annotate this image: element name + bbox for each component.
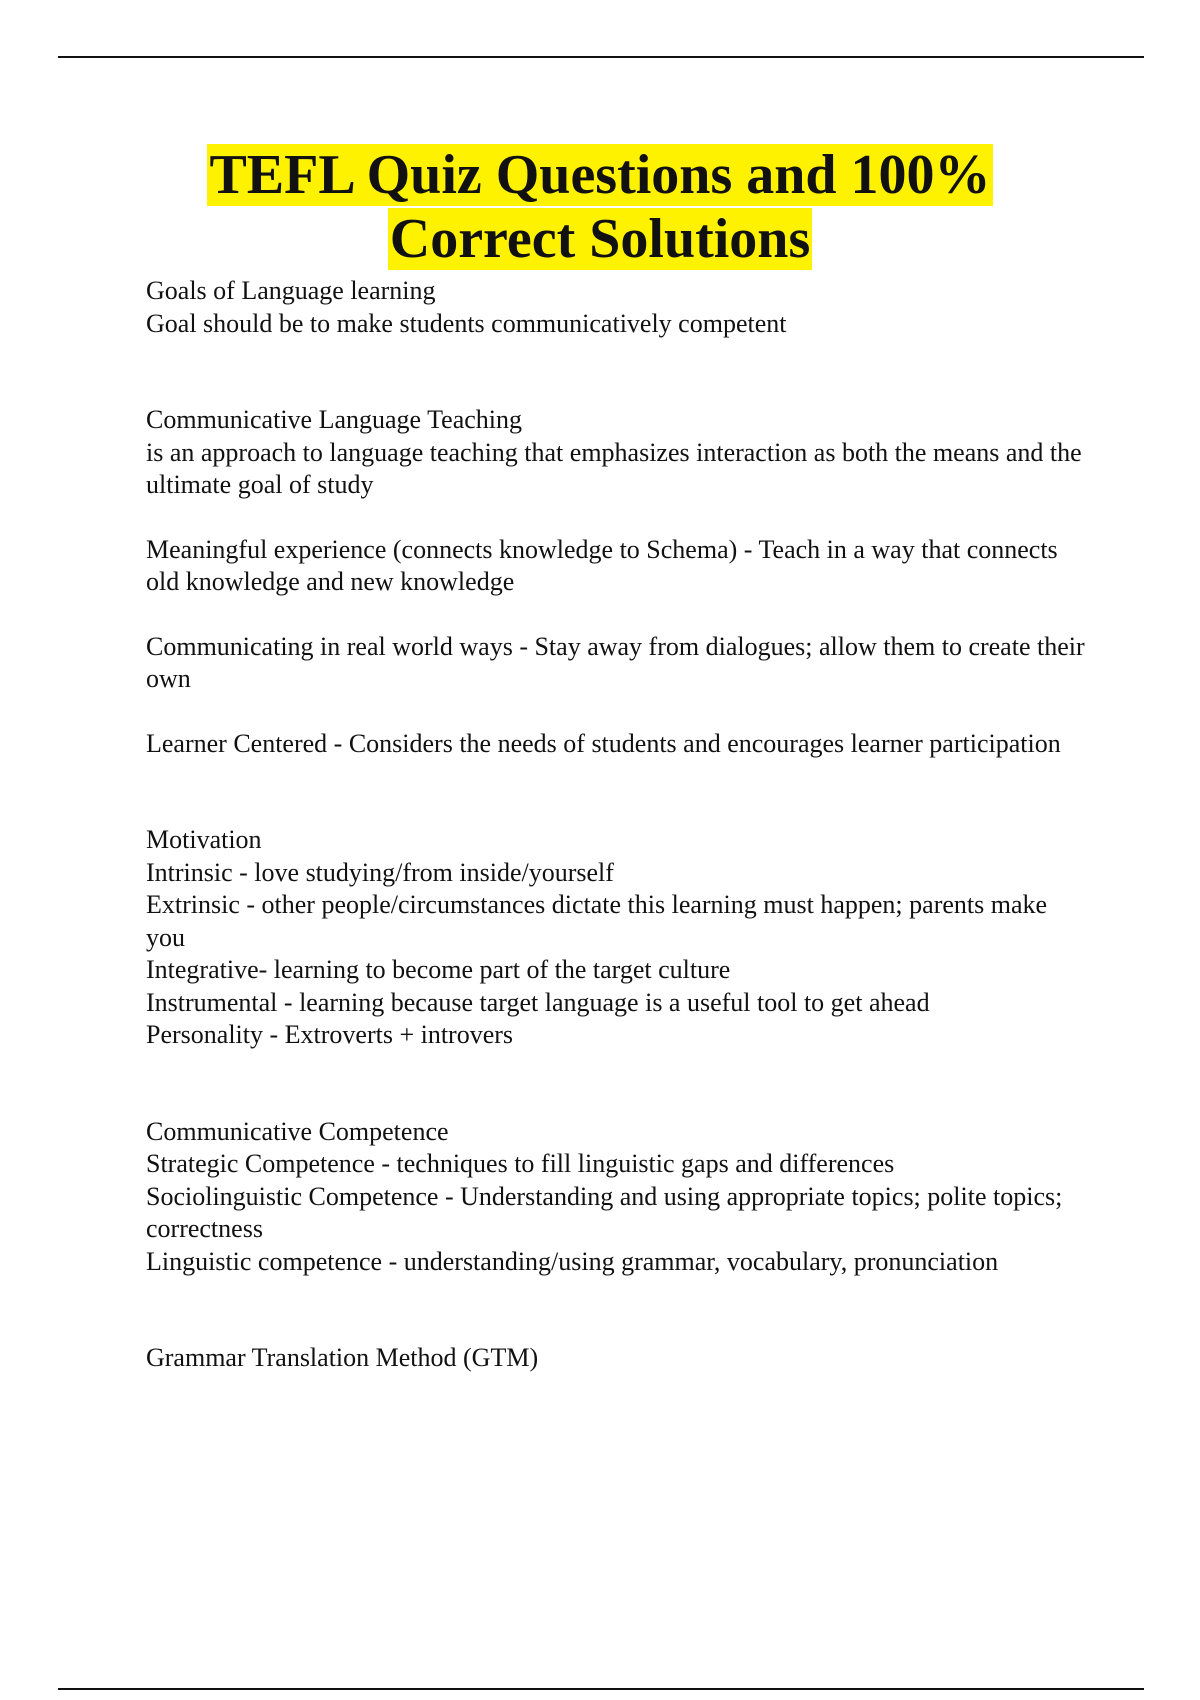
block-learner-centered-text: Learner Centered - Considers the needs of students and encourages learner participation [146,728,1061,758]
block-gtm-heading: Grammar Translation Method (GTM) [146,1343,539,1372]
block-motivation-line: Instrumental - learning because target language is a useful tool to get ahead [146,987,930,1017]
bottom-rule [58,1688,1144,1690]
block-motivation-line: Personality - Extroverts + introvers [146,1020,514,1049]
block-meaningful-experience-text: Meaningful experience (connects knowledge to Schema) - Teach in a way that connects old knowledge and new knowledge [146,534,1058,596]
block-motivation-heading: Motivation [146,825,262,854]
block-goals [146,275,1086,340]
block-communicative-competence-line: Linguistic competence - understanding/using grammar, vocabulary, pronunciation [146,1246,999,1276]
block-communicative-competence-line: Strategic Competence - techniques to fill linguistic gaps and differences [146,1149,895,1178]
block-real-world-text: Communicating in real world ways - Stay away from dialogues; allow them to create their own [146,631,1085,693]
block-goals-text: Goal should be to make students communicatively competent [146,308,787,338]
block-clt-text: is an approach to language teaching that emphasizes interaction as both the means and the ultimate goal of study [146,437,1082,499]
block-motivation-line: Extrinsic - other people/circumstances dictate this learning must happen; parents make you [146,890,1048,952]
block-clt-heading: Communicative Language Teaching [146,405,523,434]
block-learner-centered [146,728,1086,761]
block-communicative-competence-line: Sociolinguistic Competence - Understanding and using appropriate topics; polite topics; correctness [146,1181,1063,1243]
block-motivation [146,824,1086,1052]
block-goals-heading: Goals of Language learning [146,276,436,305]
title-line-1: TEFL Quiz Questions and 100% [209,144,991,206]
top-rule [58,56,1144,58]
block-clt [146,404,1086,502]
block-communicative-competence-heading: Communicative Competence [146,1116,449,1146]
block-gtm [146,1342,1086,1375]
title-line-2: Correct Solutions [389,208,811,270]
block-motivation-line: Integrative- learning to become part of the target culture [146,955,731,984]
document-body [146,275,1086,1375]
block-meaningful-experience [146,534,1086,599]
block-communicative-competence [146,1116,1086,1279]
block-real-world [146,631,1086,696]
block-motivation-line: Intrinsic - love studying/from inside/yourself [146,857,614,887]
page-title [0,143,1200,271]
